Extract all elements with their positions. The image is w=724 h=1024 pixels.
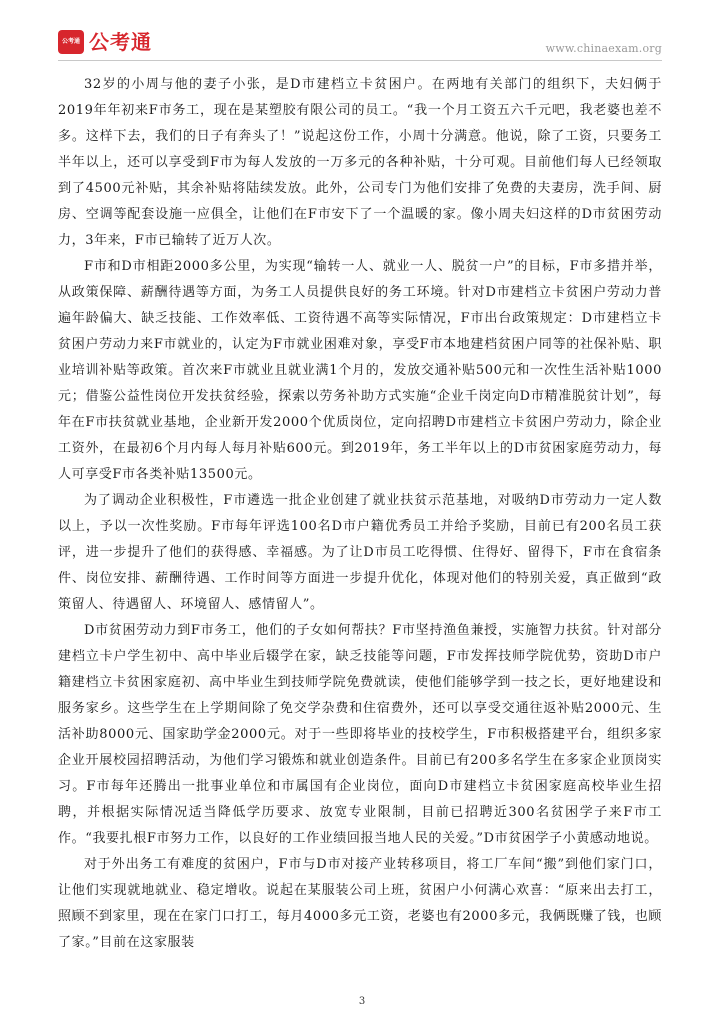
- document-body: [58, 72, 662, 956]
- paragraph-3: 为了调动企业积极性，F市遴选一批企业创建了就业扶贫示范基地，对吸纳D市劳动力一定人数以上，予以一次性奖励。F市每年评选100名D市户籍优秀员工并给予奖励，目前已有200名员工获评，进一步提升了他们的获得感、幸福感。为了让D市员工吃得惯、住得好、留得下，F市在食宿条件、岗位安排、薪酬待遇、工作时间等方面进一步提升优化，体现对他们的特别关爱，真正做到“政策留人、待遇留人、环境留人、感情留人”。: [58, 493, 662, 612]
- site-logo[interactable]: [58, 30, 152, 54]
- site-url[interactable]: www.chinaexam.org: [545, 42, 662, 55]
- paragraph-5: 对于外出务工有难度的贫困户，F市与D市对接产业转移项目，将工厂车间“搬”到他们家门口，让他们实现就地就业、稳定增收。说起在某服装公司上班，贫困户小何满心欢喜：“原来出去打工，照顾不到家里，现在在家门口打工，每月4000多元工资，老婆也有2000多元，我俩既赚了钱，也顾了家。”目前在这家服装: [58, 857, 662, 950]
- page-number: 3: [358, 996, 366, 1007]
- logo-badge-icon: 公考通: [58, 30, 84, 54]
- paragraph-2: F市和D市相距2000多公里，为实现“输转一人、就业一人、脱贫一户”的目标，F市多措并举，从政策保障、薪酬待遇等方面，为务工人员提供良好的务工环境。针对D市建档立卡贫困户劳动力普遍年龄偏大、缺乏技能、工作效率低、工资待遇不高等实际情况，F市出台政策规定：D市建档立卡贫困户劳动力来F市就业的，认定为F市就业困难对象，享受F市本地建档贫困户同等的社保补贴、职业培训补贴等政策。首次来F市就业且就业满1个月的，发放交通补贴500元和一次性生活补贴1000元；借鉴公益性岗位开发扶贫经验，探索以劳务补助方式实施“企业千岗定向D市精准脱贫计划”，每年在F市扶贫就业基地，企业新开发2000个优质岗位，定向招聘D市建档立卡贫困户劳动力，除企业工资外，在最初6个月内每人每月补贴600元。到2019年，务工半年以上的D市贫困家庭劳动力，每人可享受F市各类补贴13500元。: [58, 259, 662, 482]
- logo-text: 公考通: [89, 30, 152, 54]
- paragraph-4: D市贫困劳动力到F市务工，他们的子女如何帮扶？F市坚持渔鱼兼授，实施智力扶贫。针对部分建档立卡户学生初中、高中毕业后辍学在家，缺乏技能等问题，F市发挥技师学院优势，资助D市户籍建档立卡贫困家庭初、高中毕业生到技师学院免费就读，使他们能够学到一技之长，更好地建设和服务家乡。这些学生在上学期间除了免交学杂费和住宿费外，还可以享受交通往返补贴2000元、生活补助8000元、国家助学金2000元。对于一些即将毕业的技校学生，F市积极搭建平台，组织多家企业开展校园招聘活动，为他们学习锻炼和就业创造条件。目前已有200多名学生在多家企业顶岗实习。F市每年还腾出一批事业单位和市属国有企业岗位，面向D市建档立卡贫困家庭高校毕业生招聘，并根据实际情况适当降低学历要求、放宽专业限制，目前已招聘近300名贫困学子来F市工作。“我要扎根F市努力工作，以良好的工作业绩回报当地人民的关爱。”D市贫困学子小黄感动地说。: [58, 623, 662, 846]
- header-divider: [58, 60, 662, 61]
- paragraph-1: 32岁的小周与他的妻子小张，是D市建档立卡贫困户。在两地有关部门的组织下，夫妇俩于2019年年初来F市务工，现在是某塑胶有限公司的员工。“我一个月工资五六千元吧，我老婆也差不多。这样下去，我们的日子有奔头了！”说起这份工作，小周十分满意。他说，除了工资，只要务工半年以上，还可以享受到F市为每人发放的一万多元的各种补贴，十分可观。目前他们每人已经领取到了4500元补贴，其余补贴将陆续发放。此外，公司专门为他们安排了免费的夫妻房，洗手间、厨房、空调等配套设施一应俱全，让他们在F市安下了一个温暖的家。像小周夫妇这样的D市贫困劳动力，3年来，F市已输转了近万人次。: [58, 77, 662, 248]
- page-header: [58, 30, 662, 60]
